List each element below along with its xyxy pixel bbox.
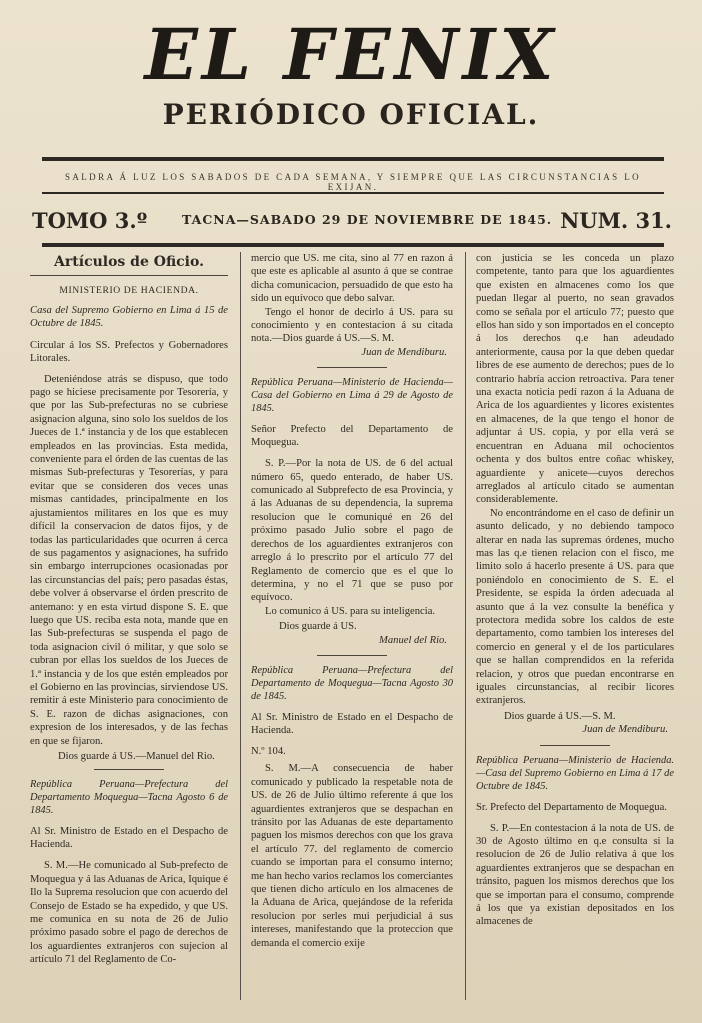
masthead-rule-bottom <box>42 192 664 194</box>
dispatch-heading: República Peruana—Ministerio de Hacienda.—Casa del Supremo Gobierno en Lima á 17 de Octubre de 1845. <box>476 754 674 792</box>
article-paragraph: S. M.—A consecuencia de haber comunicado y publicado la respetable nota de US. de 26 de Julio último referente á que los aguardientes extranjeros que se despachan en tránsito por las Aduanas de este departamento paguen los mismos derechos con que los grava el artículo 77. del reglamento de comercio cuando se importan para el consumo interno; me han hecho varios reclamos los comerciantes que tienen dicho artículo en los almacenes de la Aduana de Arica, quejándose de la referida resolucion por serles mui perjudicial á sus intereses, manifestando que la proteccion que demanda el comercio exije <box>251 763 453 949</box>
dispatch-heading: República Peruana—Ministerio de Hacienda—Casa del Gobierno en Lima á 29 de Agosto de 1845. <box>251 377 453 415</box>
masthead-rule-top <box>42 157 664 161</box>
newspaper-title: EL FENIX <box>144 13 558 96</box>
address-line: Circular á los SS. Prefectos y Gobernadores Litorales. <box>30 339 228 364</box>
closing-line: Dios guarde á US. <box>279 621 357 633</box>
issue-rule <box>42 243 664 247</box>
address-line: Señor Prefecto del Departamento de Moquegua. <box>251 424 453 449</box>
divider <box>317 655 387 656</box>
article-paragraph: Deteniéndose atrás se dispuso, que todo pago se hiciese precisamente por Tesorería, y que por las Sub-prefecturas no se cubriese asignacion alguna, sino solo los sueldos de los Jueces de 1.ª instancia y de los que establecen empleados en las provincias. Esta medida, conveniente para el órden de las cuentas de las mismas Sub-prefecturas y Tesorerías, y para evitar que se consideren dos veces unas mismas cantidades, principalmente en los ajustamientos militares en los que es muy difícil la conservacion de datos fijos, y de todas las particularidades que ocurren á cerca de sus pagamentos y asignaciones, ha sufrido sin embargo interrupciones ocasionadas por las circunstancias del país; pero pasadas éstas, debe volver á observarse el órden prescrito de antemano: y en esta virtud dispone S. E. que luego que US. reciba esta nota, mande que en las Sub-prefecturas se suspenda el pago de toda asignacion civil ó militar, y que solo se cubran por ellas los sueldos de los Jueces de 1.ª instancia y de los que estén empleados por el Gobierno en las provincias, sirviendose US. remitir á este Ministerio para conocimiento de S. E. razon de dichas asignaciones, con expresion de los interesados, y de las fechas en que se fijaron. <box>30 373 228 747</box>
column-divider-1 <box>240 252 241 1000</box>
article-paragraph: S. M.—He comunicado al Sub-prefecto de Moquegua y á las Aduanas de Arica, Iquique é Ilo la Suprema resolucion que con acuerdo del Consejo de Estado se ha expedido, y que US. me comunica en su nota de 26 de Julio próximo pasado sobre el pago de derechos de los aguardientes extranjeros con sujecion al artículo 71 del Reglamento de Co- <box>30 860 228 966</box>
signature: Juan de Mendiburu. <box>582 724 668 736</box>
divider <box>317 367 387 368</box>
article-paragraph: S. P.—Por la nota de US. de 6 del actual número 65, quedo enterado, de haber US. comunicado al Subprefecto de esa Provincia, y á las Aduanas de su dependencia, la suprema resolucion que le comuniqué en 26 del próximo pasado Julio sobre el pago de derechos de los aguardientes extranjeros con arreglo á lo prescrito por el artículo 77 del Reglamento de comercio que es el que lo determina, y no el 71 que se puso por equívoco. <box>251 458 453 604</box>
tagline: SALDRA Á LUZ LOS SABADOS DE CADA SEMANA, Y SIEMPRE QUE LAS CIRCUNSTANCIAS LO EXIJAN. <box>64 172 642 192</box>
article-paragraph: con justicia se les conceda un plazo competente, tanto para que los aguardientes que existen en almacenes como los que puedan llegar al puerto, no sean gravados como se señala por el artículo 77; puesto que ellos han sido y son importados en el concepto á los derechos q.e han adeudado anteriormente, causa por la que deben quedar libres de ese aumento de derechos; pues de lo contrario habría accion retroactiva. Para tener una exacta noticia pedí razon á la Aduana de Arica de los aguardientes y licores existentes en almacenes, de la que tengo el honor de adjuntar á US. copia, y por ella verá se encuentran en Aduana mil ochocientos ochenta y dos bultos entre coñac whiskey, aguardiente y anicete—cuyos derechos arreglados al artículo citado se aumentan considerablemente. <box>476 253 674 506</box>
divider <box>540 745 610 746</box>
closing-line: Dios guarde á US.—S. M. <box>504 710 616 722</box>
tomo-label: TOMO 3.º <box>32 208 148 233</box>
column-2 <box>251 252 453 950</box>
signature: Manuel del Rio. <box>379 634 447 646</box>
column-divider-2 <box>465 252 466 1000</box>
masthead <box>0 13 702 131</box>
newspaper-subtitle: PERIÓDICO OFICIAL. <box>162 98 540 131</box>
divider <box>30 275 228 276</box>
column-1 <box>30 252 228 967</box>
article-paragraph: Lo comunico á US. para su inteligencia. <box>265 605 436 617</box>
issue-bar <box>32 206 672 236</box>
dispatch-heading: República Peruana—Prefectura del Departamento de Moquegua—Tacna Agosto 30 de 1845. <box>251 664 453 702</box>
address-line: Sr. Prefecto del Departamento de Moquegua. <box>476 801 667 813</box>
article-paragraph: mercio que US. me cita, sino al 77 en razon á que este es aplicable al asunto á que se contrae dicha comunicacion, persuadido de que esto ha sido un equívoco que debo salvar. <box>251 253 453 305</box>
issue-number: NUM. 31. <box>560 208 672 233</box>
dateline: TACNA—SABADO 29 DE NOVIEMBRE DE 1845. <box>182 212 553 227</box>
address-line: Al Sr. Ministro de Estado en el Despacho de Hacienda. <box>30 826 228 851</box>
dispatch-heading: República Peruana—Prefectura del Departamento Moquegua—Tacna Agosto 6 de 1845. <box>30 779 228 817</box>
article-paragraph: No encontrándome en el caso de definir un asunto delicado, y no debiendo tampoco alterar en nada las supremas órdenes, mucho mas las q.e tienen relacion con el fisco, me limito solo á hacerlo presente á US. para que poniéndolo en conocimiento de S. E. el Presidente, se espida la órden adecuada al asunto que á la vez consulte la benéfica y protectora medida sobre los caldos de este departamento, como tambien los intereses del comercio en general y el de los particulares que se hallan comprendidos en la referida relacion, y otros que puedan encontrarse en iguales circunstancias, al recibir licores extranjeros. <box>476 507 674 707</box>
divider <box>94 769 164 770</box>
article-paragraph: S. P.—En contestacion á la nota de US. de 30 de Agosto último en q.e consulta si la resolucion de 26 de Julio relativa á que los aguardientes extranjeros que se despachan en tránsito, paguen los mismos derechos que los que se importan para el consumo, comprende á los que ya existian depositados en los almacenes de <box>476 822 674 928</box>
address-line: Al Sr. Ministro de Estado en el Despacho de Hacienda. <box>251 711 453 736</box>
article-paragraph: Tengo el honor de decirlo á US. para su conocimiento y en contestacion á su citada nota.—Dios guarde á US.—S. M. <box>251 306 453 345</box>
closing-line: Dios guarde á US.—Manuel del Rio. <box>58 751 215 762</box>
signature: Juan de Mendiburu. <box>361 346 447 358</box>
document-number: N.º 104. <box>251 745 286 757</box>
column-3 <box>476 252 674 929</box>
place-date: Casa del Supremo Gobierno en Lima á 15 de Octubre de 1845. <box>30 304 228 330</box>
section-title: Artículos de Oficio. <box>54 254 204 270</box>
ministry-heading: MINISTERIO DE HACIENDA. <box>59 285 199 297</box>
